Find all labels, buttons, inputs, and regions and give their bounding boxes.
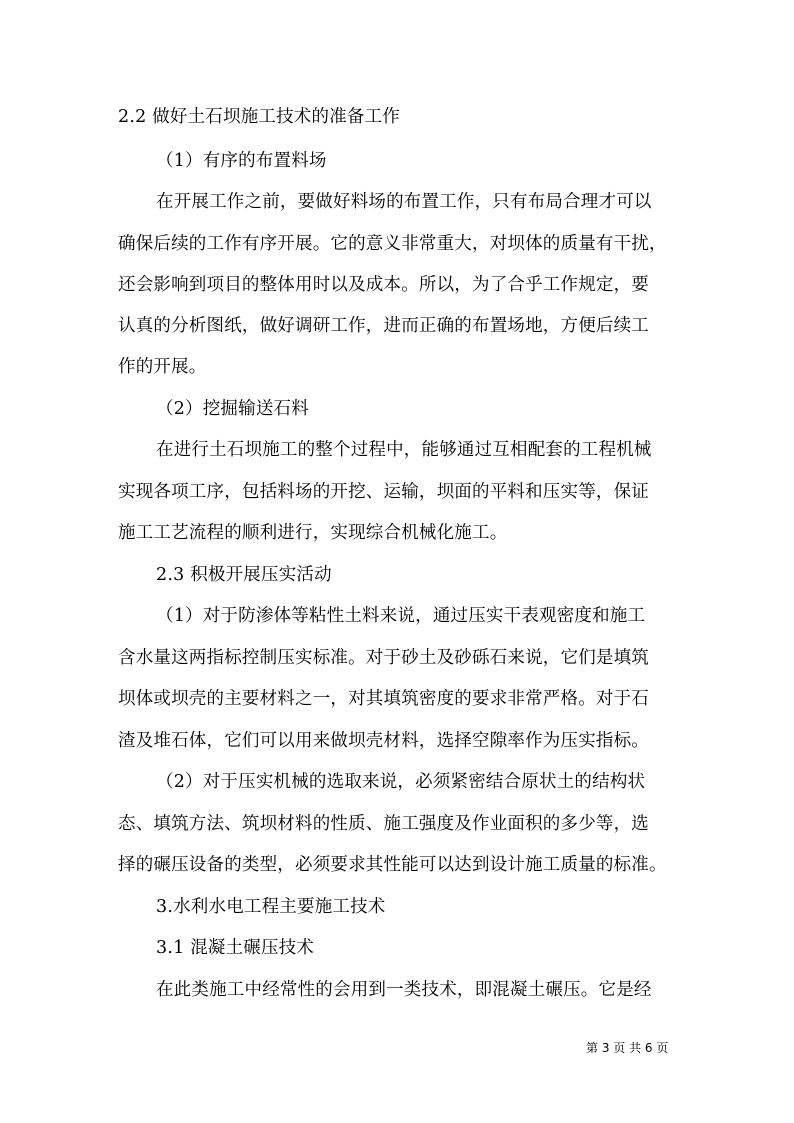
paragraph-line: 作的开展。	[118, 357, 207, 377]
section-heading-3-1: 3.1 混凝土碾压技术	[156, 938, 315, 958]
paragraph-line: 渣及堆石体，它们可以用来做坝壳材料，选择空隙率作为压实指标。	[118, 731, 649, 751]
paragraph-line: 含水量这两指标控制压实标准。对于砂土及砂砾石来说，它们是填筑	[118, 648, 649, 668]
paragraph-line: 施工工艺流程的顺利进行，实现综合机械化施工。	[118, 523, 508, 543]
paragraph-line: 认真的分析图纸，做好调研工作，进而正确的布置场地，方便后续工	[118, 316, 649, 336]
paragraph-line: （2）对于压实机械的选取来说，必须紧密结合原状土的结构状	[156, 772, 646, 792]
section-heading-3: 3.水利水电工程主要施工技术	[156, 897, 386, 917]
paragraph-line: 实现各项工序，包括料场的开挖、运输，坝面的平料和压实等，保证	[118, 482, 649, 502]
paragraph-line: 确保后续的工作有序开展。它的意义非常重大，对坝体的质量有干扰，	[118, 234, 667, 254]
paragraph-line: 坝体或坝壳的主要材料之一，对其填筑密度的要求非常严格。对于石	[118, 689, 649, 709]
paragraph-line: 还会影响到项目的整体用时以及成本。所以，为了合乎工作规定，要	[118, 275, 649, 295]
subheading-2: （2）挖掘输送石料	[156, 399, 309, 419]
section-heading-2-2: 2.2 做好土石坝施工技术的准备工作	[118, 107, 400, 127]
paragraph-line: 在此类施工中经常性的会用到一类技术，即混凝土碾压。它是经	[156, 980, 652, 1000]
paragraph-line: 在进行土石坝施工的整个过程中，能够通过互相配套的工程机械	[156, 440, 652, 460]
paragraph-line: 在开展工作之前，要做好料场的布置工作，只有布局合理才可以	[156, 192, 652, 212]
page-number-footer: 第 3 页 共 6 页	[586, 1041, 669, 1055]
section-heading-2-3: 2.3 积极开展压实活动	[156, 565, 332, 585]
subheading-1: （1）有序的布置料场	[156, 151, 327, 171]
paragraph-line: 态、填筑方法、筑坝材料的性质、施工强度及作业面积的多少等，选	[118, 814, 649, 834]
paragraph-line: （1）对于防渗体等粘性土料来说，通过压实干表观密度和施工	[156, 606, 646, 626]
paragraph-line: 择的碾压设备的类型，必须要求其性能可以达到设计施工质量的标准。	[118, 855, 667, 875]
